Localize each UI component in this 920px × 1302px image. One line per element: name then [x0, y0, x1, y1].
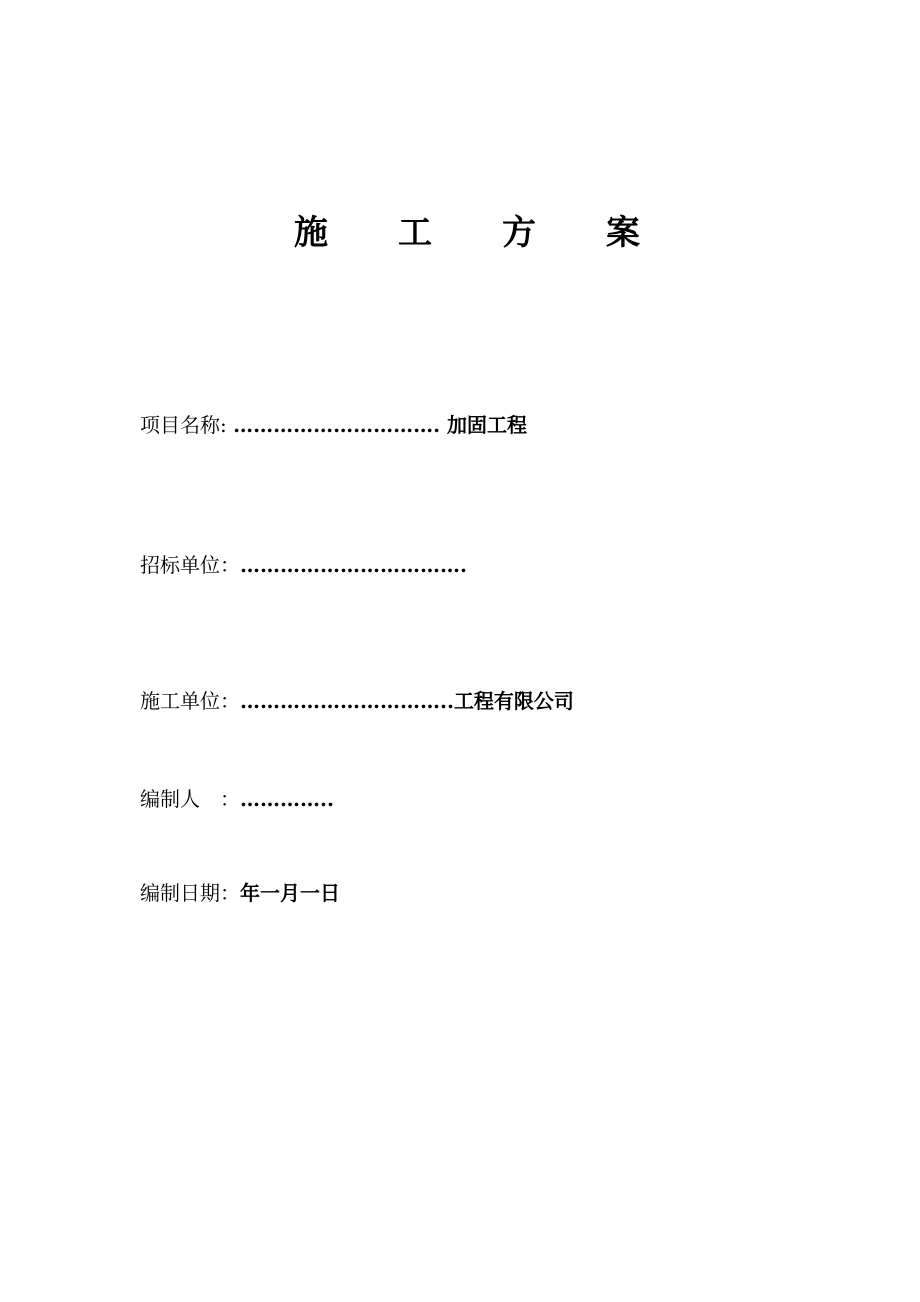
construction-unit-label: 施工单位： [140, 689, 240, 713]
tendering-unit-field [140, 550, 467, 580]
tendering-unit-label: 招标单位： [140, 553, 240, 577]
title-char: 施 [294, 213, 328, 253]
title-char: 案 [606, 213, 640, 253]
project-name-value: …………………………. 加固工程 [233, 413, 528, 437]
compile-date-value: 年一月一日 [240, 881, 340, 905]
compile-date-field [140, 878, 340, 908]
compiler-label: 编制人 ： [140, 787, 240, 811]
title-char: 工 [398, 213, 432, 253]
compiler-value: ………….. [240, 787, 334, 811]
project-name-label: 项目名称: [140, 413, 234, 437]
title-char: 方 [502, 213, 536, 253]
construction-unit-value: …………………………..工程有限公司 [240, 689, 574, 713]
construction-unit-field [140, 686, 574, 716]
compiler-field [140, 784, 334, 814]
project-name-field [140, 410, 527, 440]
compile-date-label: 编制日期： [140, 881, 240, 905]
tendering-unit-value: ……………………………. [240, 553, 467, 577]
document-title [0, 208, 920, 258]
